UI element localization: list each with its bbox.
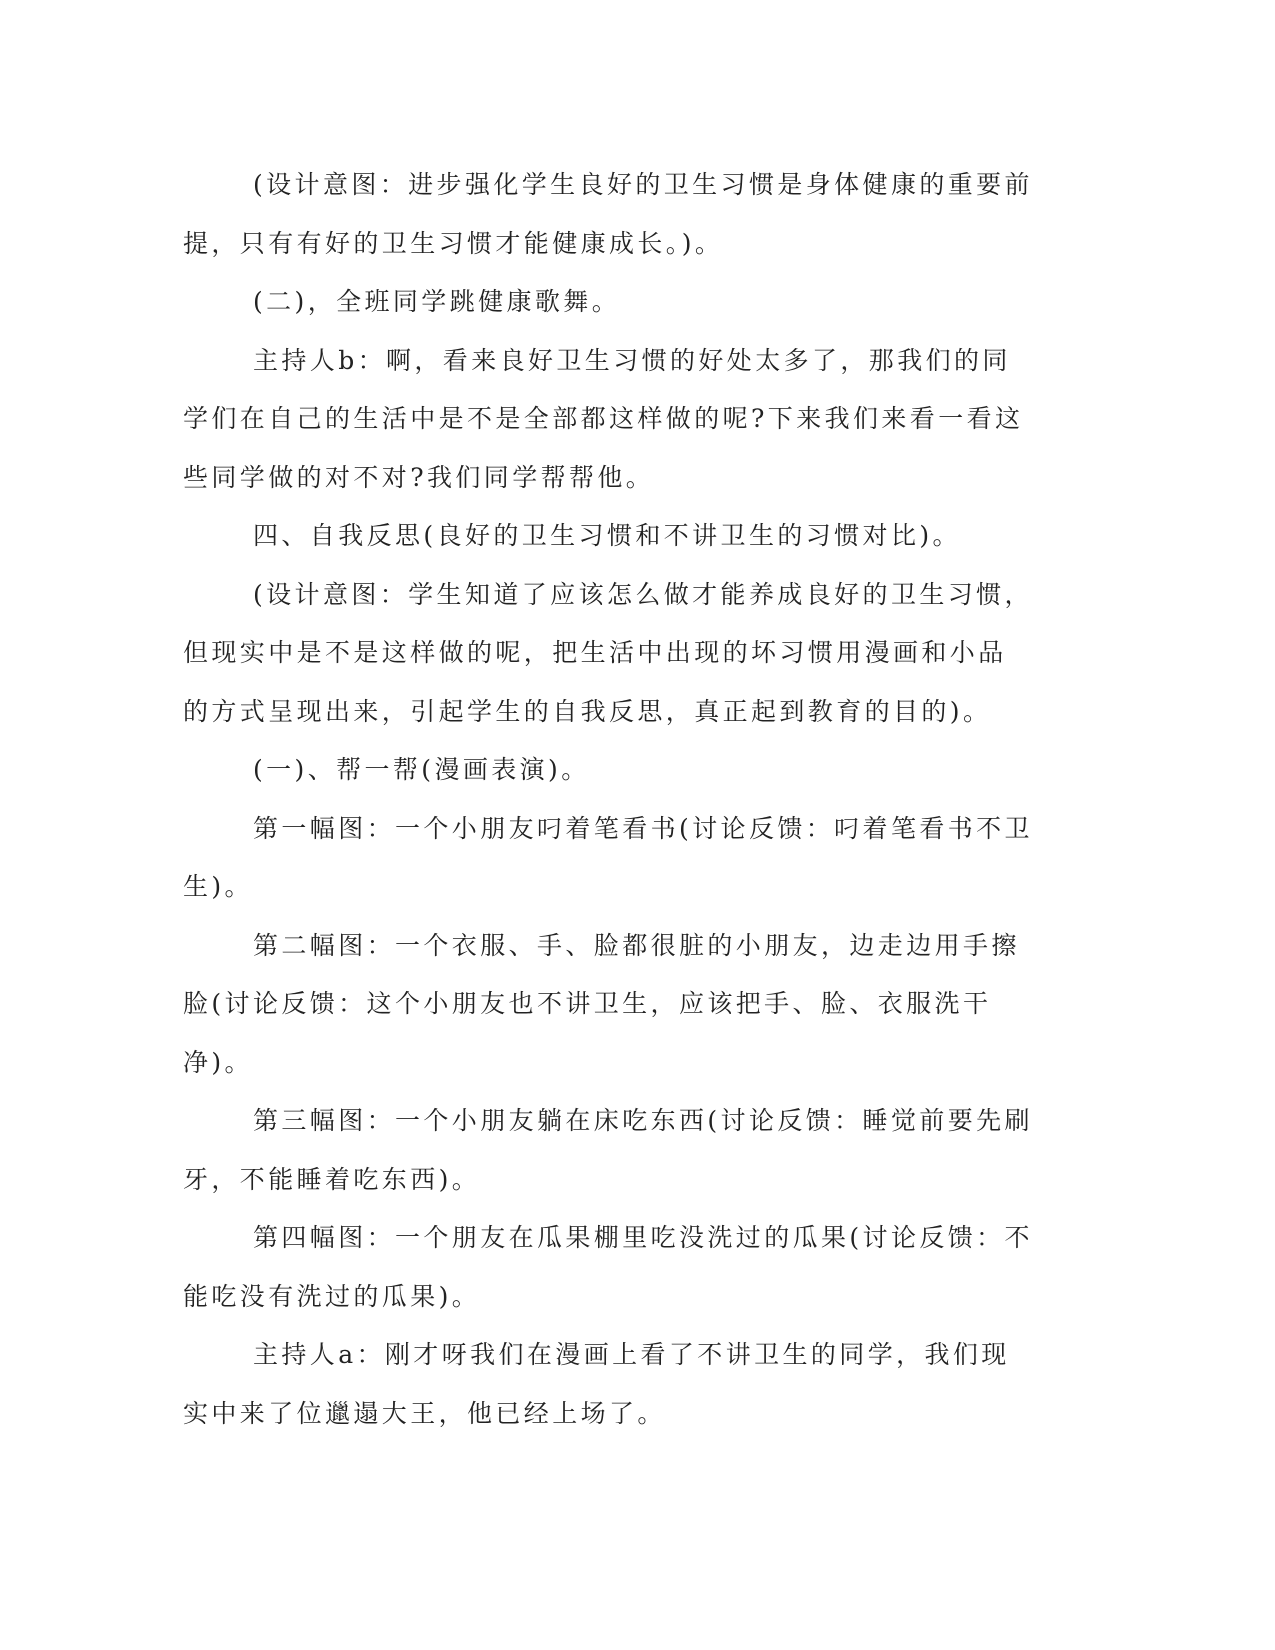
paragraph-host-a: 主持人a：刚才呀我们在漫画上看了不讲卫生的同学，我们现实中来了位邋遢大王，他已经上场了。 bbox=[183, 1340, 1010, 1428]
paragraph-picture-4: 第四幅图：一个朋友在瓜果棚里吃没洗过的瓜果(讨论反馈：不能吃没有洗过的瓜果)。 bbox=[183, 1223, 1033, 1311]
paragraph-subsection-1: (一)、帮一帮(漫画表演)。 bbox=[253, 755, 590, 784]
paragraph-host-b: 主持人b：啊，看来良好卫生习惯的好处太多了，那我们的同学们在自己的生活中是不是全部都这样做的呢?下来我们来看一看这些同学做的对不对?我们同学帮帮他。 bbox=[183, 345, 1024, 492]
paragraph-picture-3: 第三幅图：一个小朋友躺在床吃东西(讨论反馈：睡觉前要先刷牙，不能睡着吃东西)。 bbox=[183, 1106, 1033, 1194]
paragraph-section-2: (二)，全班同学跳健康歌舞。 bbox=[253, 287, 621, 316]
paragraph-section-4-heading: 四、自我反思(良好的卫生习惯和不讲卫生的习惯对比)。 bbox=[253, 521, 961, 550]
paragraph-picture-2: 第二幅图：一个衣服、手、脸都很脏的小朋友，边走边用手擦脸(讨论反馈：这个小朋友也不讲卫生，应该把手、脸、衣服洗干净)。 bbox=[183, 930, 1020, 1077]
paragraph-picture-1: 第一幅图：一个小朋友叼着笔看书(讨论反馈：叼着笔看书不卫生)。 bbox=[183, 813, 1033, 901]
paragraph-design-intent-2: (设计意图：学生知道了应该怎么做才能养成良好的卫生习惯，但现实中是不是这样做的呢，把生活中出现的坏习惯用漫画和小品的方式呈现出来，引起学生的自我反思，真正起到教育的目的)。 bbox=[183, 579, 1033, 726]
document-body bbox=[183, 156, 1033, 1443]
paragraph-design-intent-1: (设计意图：进步强化学生良好的卫生习惯是身体健康的重要前提，只有有好的卫生习惯才能健康成长。)。 bbox=[183, 170, 1033, 258]
